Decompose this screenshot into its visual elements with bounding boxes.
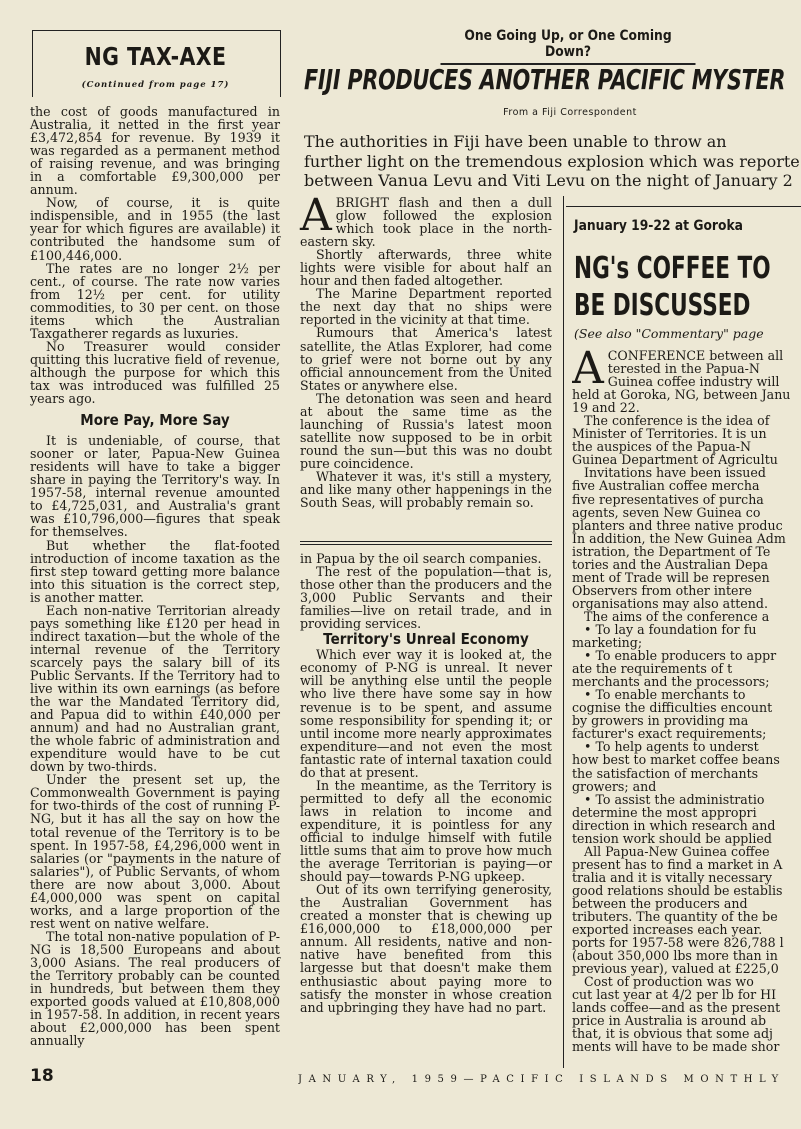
article-title xyxy=(304,63,801,96)
text-line: The aims of the conference a xyxy=(572,608,770,624)
tax-paragraphs-1 xyxy=(300,552,552,630)
text-line: tension work should be applied xyxy=(572,830,772,846)
text-line: Guinea coffee industry will xyxy=(607,374,780,390)
title-line: NG's COFFEE TO xyxy=(574,251,771,286)
paragraph: Whatever it was, it's still a mystery, and like many other happenings in the South Seas, will probably remain so. xyxy=(300,468,552,511)
paragraph: in Papua by the oil search companies. xyxy=(300,551,542,566)
text-line: the satisfaction of merchants xyxy=(572,765,759,781)
text-line: planters and three native produc xyxy=(572,517,783,533)
text-line: • To enable merchants to xyxy=(572,687,746,703)
text-line: facturer's exact requirements; xyxy=(572,726,767,742)
text-line: growers; and xyxy=(572,778,657,794)
text-line: cognise the difficulties encount xyxy=(572,700,773,716)
text-line: five Australian coffee mercha xyxy=(572,478,760,494)
article-title xyxy=(574,250,790,324)
coffee-lines xyxy=(572,349,801,1054)
text-line: determine the most appropri xyxy=(572,804,757,820)
paragraph: Each non-native Territorian already pays something like £120 per head in indirect taxation—but the whole of the internal revenue of the Territory scarcely pays the salary bill of its Public Servants. If the Territory had to live within its own earnings (as before the war the Mandated Territory did, and Papua did to within £40,000 per annum) and had no Australian grant, the whole fabric of administration and expenditure would have to be cut down by two-thirds. xyxy=(30,602,280,775)
paragraph: The total non-native population of P-NG is 18,500 Europeans and about 3,000 Asians. The real producers of the Territory probably can be counted in hundreds, but between them they exported goods valued at £10,808,000 in 1957-58. In addition, in recent years about £2,000,000 has been spent annually xyxy=(30,928,280,1049)
fiji-title-text: FIJI PRODUCES ANOTHER PACIFIC MYSTER xyxy=(304,63,786,96)
byline: From a Fiji Correspondent xyxy=(503,107,637,118)
text-line: present has to find a market in A xyxy=(572,856,783,872)
paragraph: The detonation was seen and heard at about the same time as the launching of Russia's latest moon satellite now supposed to be in orbit round the sun—but this was no doubt pure coincidence. xyxy=(300,390,552,471)
text-line: In addition, the New Guinea Adm xyxy=(572,530,786,546)
divider xyxy=(566,206,801,207)
paragraph: Out of its own terrifying generosity, the Australian Government has created a monster that is chewing up £16,000,000 to £18,000,000 per annum. All residents, native and non-native have benefited from this largesse but that doesn't make them enthusiastic about paying more to satisfy the monster in whose creation and upbringing they have had no part. xyxy=(300,882,552,1015)
text-line: istration, the Department of Te xyxy=(572,543,771,559)
tax-paragraphs-2 xyxy=(300,648,552,1013)
text-line: Invitations have been issued xyxy=(572,465,766,481)
running-footer: JANUARY, 1959—PACIFIC ISLANDS MONTHLY xyxy=(298,1074,785,1085)
paragraph: In the meantime, as the Territory is permitted to defy all the economic laws in relation to income and expenditure, it is pointless for any official to indulge himself with futile little sums that aim to prove how much the average Territorian is paying—or should pay—towards P-NG upkeep. xyxy=(300,777,552,885)
lead-line: further light on the tremendous explosion which was reporte xyxy=(304,151,800,171)
lead-line: between Vanua Levu and Viti Levu on the night of January 2 xyxy=(304,171,793,190)
divider xyxy=(300,544,552,545)
text-line: tories and the Australian Depa xyxy=(572,556,768,572)
text-line: • To help agents to underst xyxy=(572,739,759,755)
first-paragraph xyxy=(300,190,552,250)
text-line: merchants and the processors; xyxy=(572,674,770,690)
text-line: how best to market coffee beans xyxy=(572,752,780,768)
text-line: organisations may also attend. xyxy=(572,595,768,611)
left-paragraphs-1 xyxy=(30,105,280,405)
text-line: Observers from other intere xyxy=(572,582,752,598)
drop-cap: A xyxy=(300,190,332,241)
tax-continued-body xyxy=(300,552,552,1014)
divider xyxy=(300,541,552,542)
text-line: tributers. The quantity of the be xyxy=(572,909,778,925)
article-kicker: One Going Up, or One Coming Down? xyxy=(441,28,696,65)
text-line: held at Goroka, NG, between Janu xyxy=(572,387,791,403)
column-rule xyxy=(563,196,564,1068)
text-line: by growers in providing ma xyxy=(572,713,749,729)
left-article-body xyxy=(30,105,280,1047)
subheading: More Pay, More Say xyxy=(80,411,230,430)
lead-line: The authorities in Fiji have been unable to throw an xyxy=(304,132,727,151)
paragraph: Which ever way it is looked at, the economy of P-NG is unreal. It never will be anything else until the people who live there have some say in how revenue is to be spent, and assume some responsibility for spending it; or until income more nearly approximates expenditure—and not even the most fantastic rate of internal taxation could do that at present. xyxy=(300,647,552,780)
text-line: that, it is obvious that some adj xyxy=(572,1026,773,1042)
text-line: ate the requirements of t xyxy=(572,661,733,677)
fiji-paragraphs xyxy=(300,248,552,509)
paragraph: Rumours that America's latest satellite, the Atlas Explorer, had come to grief were not borne out by any official announcement from the United States or anywhere else. xyxy=(300,325,552,393)
see-also-note: (See also "Commentary" page xyxy=(574,326,764,341)
text-line: agents, seven New Guinea co xyxy=(572,504,761,520)
text-line: The conference is the idea of xyxy=(572,413,770,429)
text-line: Guinea Department of Agricultu xyxy=(572,452,778,468)
text-line: • To assist the administratio xyxy=(572,791,765,807)
text-line: CONFERENCE between all xyxy=(607,349,784,363)
paragraph: The rates are no longer 2½ per cent., of course. The rate now varies from 12½ per cent. for utility commodities, to 30 per cent. on those items which the Australian Taxgatherer regards as luxuries. xyxy=(30,260,280,341)
text-line: Cost of production was wo xyxy=(572,974,754,990)
text-line: lands coffee—and as the present xyxy=(572,1000,781,1016)
paragraph: The Marine Department reported the next day that no ships were reported in the vicinity at that time. xyxy=(300,286,552,328)
text-line: marketing; xyxy=(572,635,643,651)
paragraph: No Treasurer would consider quitting this lucrative field of revenue, although the purpose for which this tax was introduced was fulfilled 25 years ago. xyxy=(30,338,280,407)
lead-paragraph xyxy=(304,132,801,190)
text-line: ports for 1957-58 were 826,788 l xyxy=(572,935,784,951)
continued-note: (Continued from page 17) xyxy=(81,80,230,90)
fiji-article-body xyxy=(300,190,552,511)
first-paragraph-text: BRIGHT flash and then a dull glow followed the explosion which took place in the north-eastern sky. xyxy=(300,195,552,250)
text-line: terested in the Papua-N xyxy=(607,361,760,377)
text-line: tralia and it is vitally necessary xyxy=(572,869,772,885)
text-line: All Papua-New Guinea coffee xyxy=(572,843,770,859)
text-line: (about 350,000 lbs more than in xyxy=(572,948,778,964)
paragraph: Now, of course, it is quite indispensible, and in 1955 (the last year for which figures are available) it contributed the handsome sum of £100,446,000. xyxy=(30,195,280,263)
paragraph: Under the present set up, the Commonwealth Government is paying for two-thirds of the cost of running P-NG, but it has all the say on how the total revenue of the Territory is to be spent. In 1957-58, £4,296,000 went in salaries (or "payments in the nature of salaries"), of Public Servants, of whom there are now about 3,000. About £4,000,000 was spent on capital works, and a large proportion of the rest went on native welfare. xyxy=(30,772,280,931)
text-line: cut last year at 4/2 per lb for HI xyxy=(572,987,777,1003)
text-line: previous year), valued at £225,0 xyxy=(572,961,779,977)
text-line: exported increases each year. xyxy=(572,922,763,938)
text-line: between the producers and xyxy=(572,895,748,911)
subheading: Territory's Unreal Economy xyxy=(323,630,529,649)
text-line: 19 and 22. xyxy=(572,400,640,416)
paragraph: But whether the flat-footed introduction of income taxation as the first step toward getting more balance into this situation is the correct step, is another matter. xyxy=(30,537,280,605)
text-line: the auspices of the Papua-N xyxy=(572,439,752,455)
text-line: ments will have to be made shor xyxy=(572,1039,780,1055)
text-line: five representatives of purcha xyxy=(572,491,764,507)
paragraph: It is undeniable, of course, that sooner or later, Papua-New Guinea residents will have to take a bigger share in paying the Territory's way. In 1957-58, internal revenue amounted to £4,725,031, and Australia's grant was £10,796,000—figures that speak for themselves. xyxy=(30,433,280,540)
text-line: • To enable producers to appr xyxy=(572,648,777,664)
left-paragraphs-2 xyxy=(30,434,280,1047)
paragraph: Shortly afterwards, three white lights were visible for about half an hour and then faded altogether. xyxy=(300,247,552,289)
title-line: BE DISCUSSED xyxy=(574,288,751,323)
coffee-article-body xyxy=(572,349,801,1069)
text-line: direction in which research and xyxy=(572,817,776,833)
paragraph: The rest of the population—that is, those other than the producers and the 3,000 Public Servants and their families—live on retail trade, and in providing services. xyxy=(300,564,552,632)
text-line: Minister of Territories. It is un xyxy=(572,426,767,442)
paragraph: the cost of goods manufactured in Australia, it netted in the first year £3,472,854 for revenue. By 1939 it was regarded as a permanent method of raising revenue, and was bringing in a comfortable £9,300,000 per annum. xyxy=(30,104,280,198)
text-line: good relations should be establis xyxy=(572,882,783,898)
drop-cap: A xyxy=(572,349,604,394)
article-title: NG TAX-AXE xyxy=(84,42,227,71)
article-kicker: January 19-22 at Goroka xyxy=(574,218,743,234)
page-number: 18 xyxy=(30,1066,54,1086)
text-line: • To lay a foundation for fu xyxy=(572,621,757,637)
text-line: price in Australia is around ab xyxy=(572,1013,767,1029)
text-line: ment of Trade will be represen xyxy=(572,569,770,585)
